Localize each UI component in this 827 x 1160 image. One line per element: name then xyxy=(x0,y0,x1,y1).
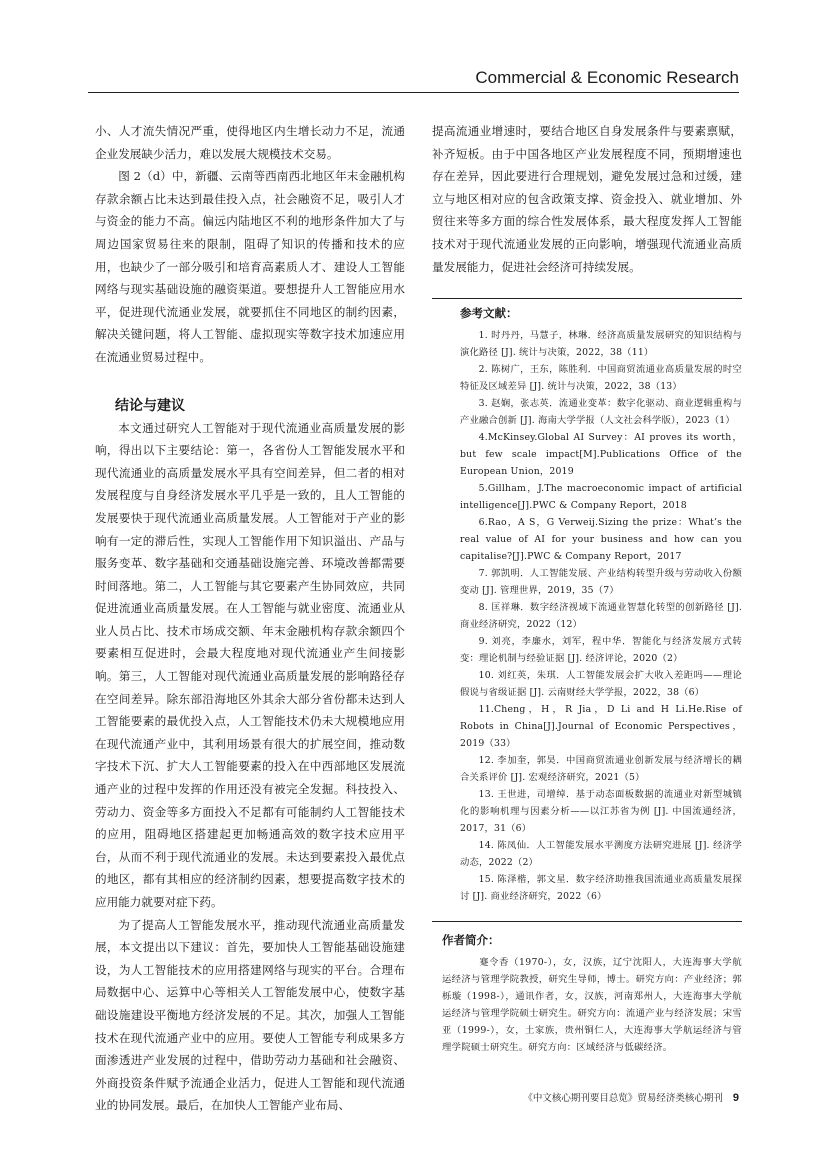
reference-item: 2. 陈树广，王东，陈胜利．中国商贸流通业高质量发展的时空特征及区域差异 [J]. 统计与决策，2022，38（13） xyxy=(460,364,742,393)
reference-item: 3. 赵娴，张志英．流通业变革：数字化驱动、商业逻辑重构与产业融合创新 [J]. 海南大学学报（人文社会科学版），2023（1） xyxy=(460,398,742,427)
reference-item: 7. 郭凯明．人工智能发展、产业结构转型升级与劳动收入份额变动 [J]. 管理世界，2019，35（7） xyxy=(460,568,742,597)
reference-item: 10. 刘红英，朱琪．人工智能发展会扩大收入差距吗——理论假说与省级证据 [J]. 云南财经大学学报，2022，38（6） xyxy=(460,670,742,699)
reference-item: 1. 时丹丹，马慧子，林琳．经济高质量发展研究的知识结构与演化路径 [J]. 统计与决策，2022，38（11） xyxy=(460,330,742,359)
reference-item: 15. 陈泽楷，郭文星．数字经济助推我国流通业高质量发展探讨 [J]. 商业经济研究，2022（6） xyxy=(460,874,742,903)
reference-item: 6.Rao，A S，G Verweij.Sizing the prize：What’s the real value of AI for your business and how can you capitalise?[J].PWC & Company Report，2017 xyxy=(460,517,742,563)
section-heading: 结论与建议 xyxy=(115,396,185,413)
reference-item: 12. 李加奎，郭昊．中国商贸流通业创新发展与经济增长的耦合关系评价 [J]. 宏观经济研究，2021（5） xyxy=(460,755,742,784)
reference-item: 5.Gillham，J.The macroeconomic impact of artificial intelligence[J].PWC & Company Report，2018 xyxy=(460,483,742,512)
reference-item: 13. 王世进，司增绰．基于动态面板数据的流通业对新型城镇化的影响机理与因素分析——以江苏省为例 [J]. 中国流通经济，2017，31（6） xyxy=(460,789,742,835)
reference-item: 8. 匡祥琳．数字经济视域下流通业智慧化转型的创新路径 [J]. 商业经济研究，2022（12） xyxy=(460,602,742,631)
body-paragraph: 本文通过研究人工智能对于现代流通业高质量发展的影响，得出以下主要结论：第一，各省份人工智能发展水平和现代流通业的高质量发展水平具有空间差异，但二者的相对发展程度与自身经济发展水平几乎是一致的，且人工智能的发展要快于现代流通业高质量发展。人工智能对于产业的影响有一定的滞后性，实现人工智能作用下知识溢出、产品与服务变革、数字基础和交通基础设施完善、环境改善都需要时间落地。第二，人工智能与其它要素产生协同效应，共同促进流通业高质量发展。在人工智能与就业密度、流通业从业人员占比、技术市场成交额、年末金融机构存款余额四个要素相互促进时，会最大程度地对现代流通业产生间接影响。第三，人工智能对现代流通业高质量发展的影响路径存在空间差异。除东部沿海地区外其余大部分省份都未达到人工智能要素的最优投入点，人工智能技术仍未大规模地应用在现代流通产业中，其利用场景有很大的扩展空间，推动数字技术下沉、扩大人工智能要素的投入在中西部地区发展流通产业的过程中发挥的作用还没有被完全发掘。科技投入、劳动力、资金等多方面投入不足都有可能制约人工智能技术的应用，阻碍地区搭建起更加畅通高效的数字技术应用平台，从而不利于现代流通业的发展。未达到要素投入最优点的地区，都有其相应的经济制约因素，想要提高数字技术的应用能力就要对症下药。 xyxy=(95,420,405,909)
footer-catalog: 《中文核心期刊要目总览》贸易经济类核心期刊 xyxy=(523,1093,723,1104)
page-footer xyxy=(523,1090,739,1104)
author-section xyxy=(432,921,742,1056)
body-paragraph: 小、人才流失情况严重，使得地区内生增长动力不足，流通企业发展缺少活力，难以发展大规模技术交易。 xyxy=(95,124,405,161)
journal-title: Commercial & Economic Research xyxy=(475,68,739,87)
body-paragraph: 为了提高人工智能发展水平，推动现代流通业高质量发展，本文提出以下建议：首先，要加快人工智能基础设施建设，为人工智能技术的应用搭建网络与现实的平台。合理布局数据中心、运算中心等相关人工智能发展中心，使数字基础设施建设平衡地方经济发展的不足。其次，加强人工智能技术在现代流通产业中的应用。要使人工智能专利成果多方面渗透进产业发展的过程中，借助劳动力基础和社会融资、外商投资条件赋予流通企业活力，促进人工智能和现代流通业的协同发展。最后，在加快人工智能产业布局、 xyxy=(95,917,405,1113)
author-title: 作者简介： xyxy=(442,935,500,948)
body-paragraph: 图 2（d）中，新疆、云南等西南西北地区年末金融机构存款余额占比未达到最佳投入点，社会融资不足，吸引人才与资金的能力不高。偏远内陆地区不利的地形条件加大了与周边国家贸易往来的限制，阻碍了知识的传播和技术的应用，也缺少了一部分吸引和培育高素质人才、建设人工智能网络与现实基础设施的融资渠道。要想提升人工智能应用水平，促进现代流通业发展，就要抓住不同地区的制约因素，解决关键问题，将人工智能、虚拟现实等数字技术加速应用在流通业贸易过程中。 xyxy=(95,169,405,364)
references-section xyxy=(432,298,742,905)
references-title: 参考文献： xyxy=(460,308,518,321)
author-bio: 蹇令香（1970-），女，汉族，辽宁沈阳人，大连海事大学航运经济与管理学院教授，研究生导师，博士。研究方向：产业经济；郭栎璇（1998-），通讯作者，女，汉族，河南郑州人，大连海事大学航运经济与管理学院硕士研究生。研究方向：流通产业与经济发展；宋雪亚（1999-），女，土家族，贵州铜仁人，大连海事大学航运经济与管理学院硕士研究生。研究方向：区域经济与低碳经济。 xyxy=(442,957,742,1054)
left-column xyxy=(95,120,405,1117)
reference-item: 11.Cheng，H，R Jia，D Li and H Li.He.Rise of Robots in China[J].Journal of Economic Perspectives，2019（33） xyxy=(460,704,742,750)
reference-item: 4.McKinsey.Global AI Survey：AI proves its worth，but few scale impact[M].Publications Office of the European Union，2019 xyxy=(460,432,742,478)
body-paragraph: 提高流通业增速时，要结合地区自身发展条件与要素禀赋，补齐短板。由于中国各地区产业发展程度不同，预期增速也存在差异，因此要进行合理规划，避免发展过急和过缓，建立与地区相对应的包含政策支撑、资金投入、就业增加、外贸往来等多方面的综合性发展体系，最大程度发挥人工智能技术对于现代流通业发展的正向影响，增强现代流通业高质量发展能力，促进社会经济可持续发展。 xyxy=(432,124,742,274)
reference-item: 14. 陈凤仙．人工智能发展水平测度方法研究进展 [J]. 经济学动态，2022（2） xyxy=(460,840,742,869)
page-number: 9 xyxy=(732,1092,739,1104)
reference-item: 9. 刘亮，李廉水，刘军，程中华．智能化与经济发展方式转变：理论机制与经验证据 [J]. 经济评论，2020（2） xyxy=(460,636,742,665)
header-rule xyxy=(88,92,739,93)
right-column xyxy=(432,120,742,1056)
